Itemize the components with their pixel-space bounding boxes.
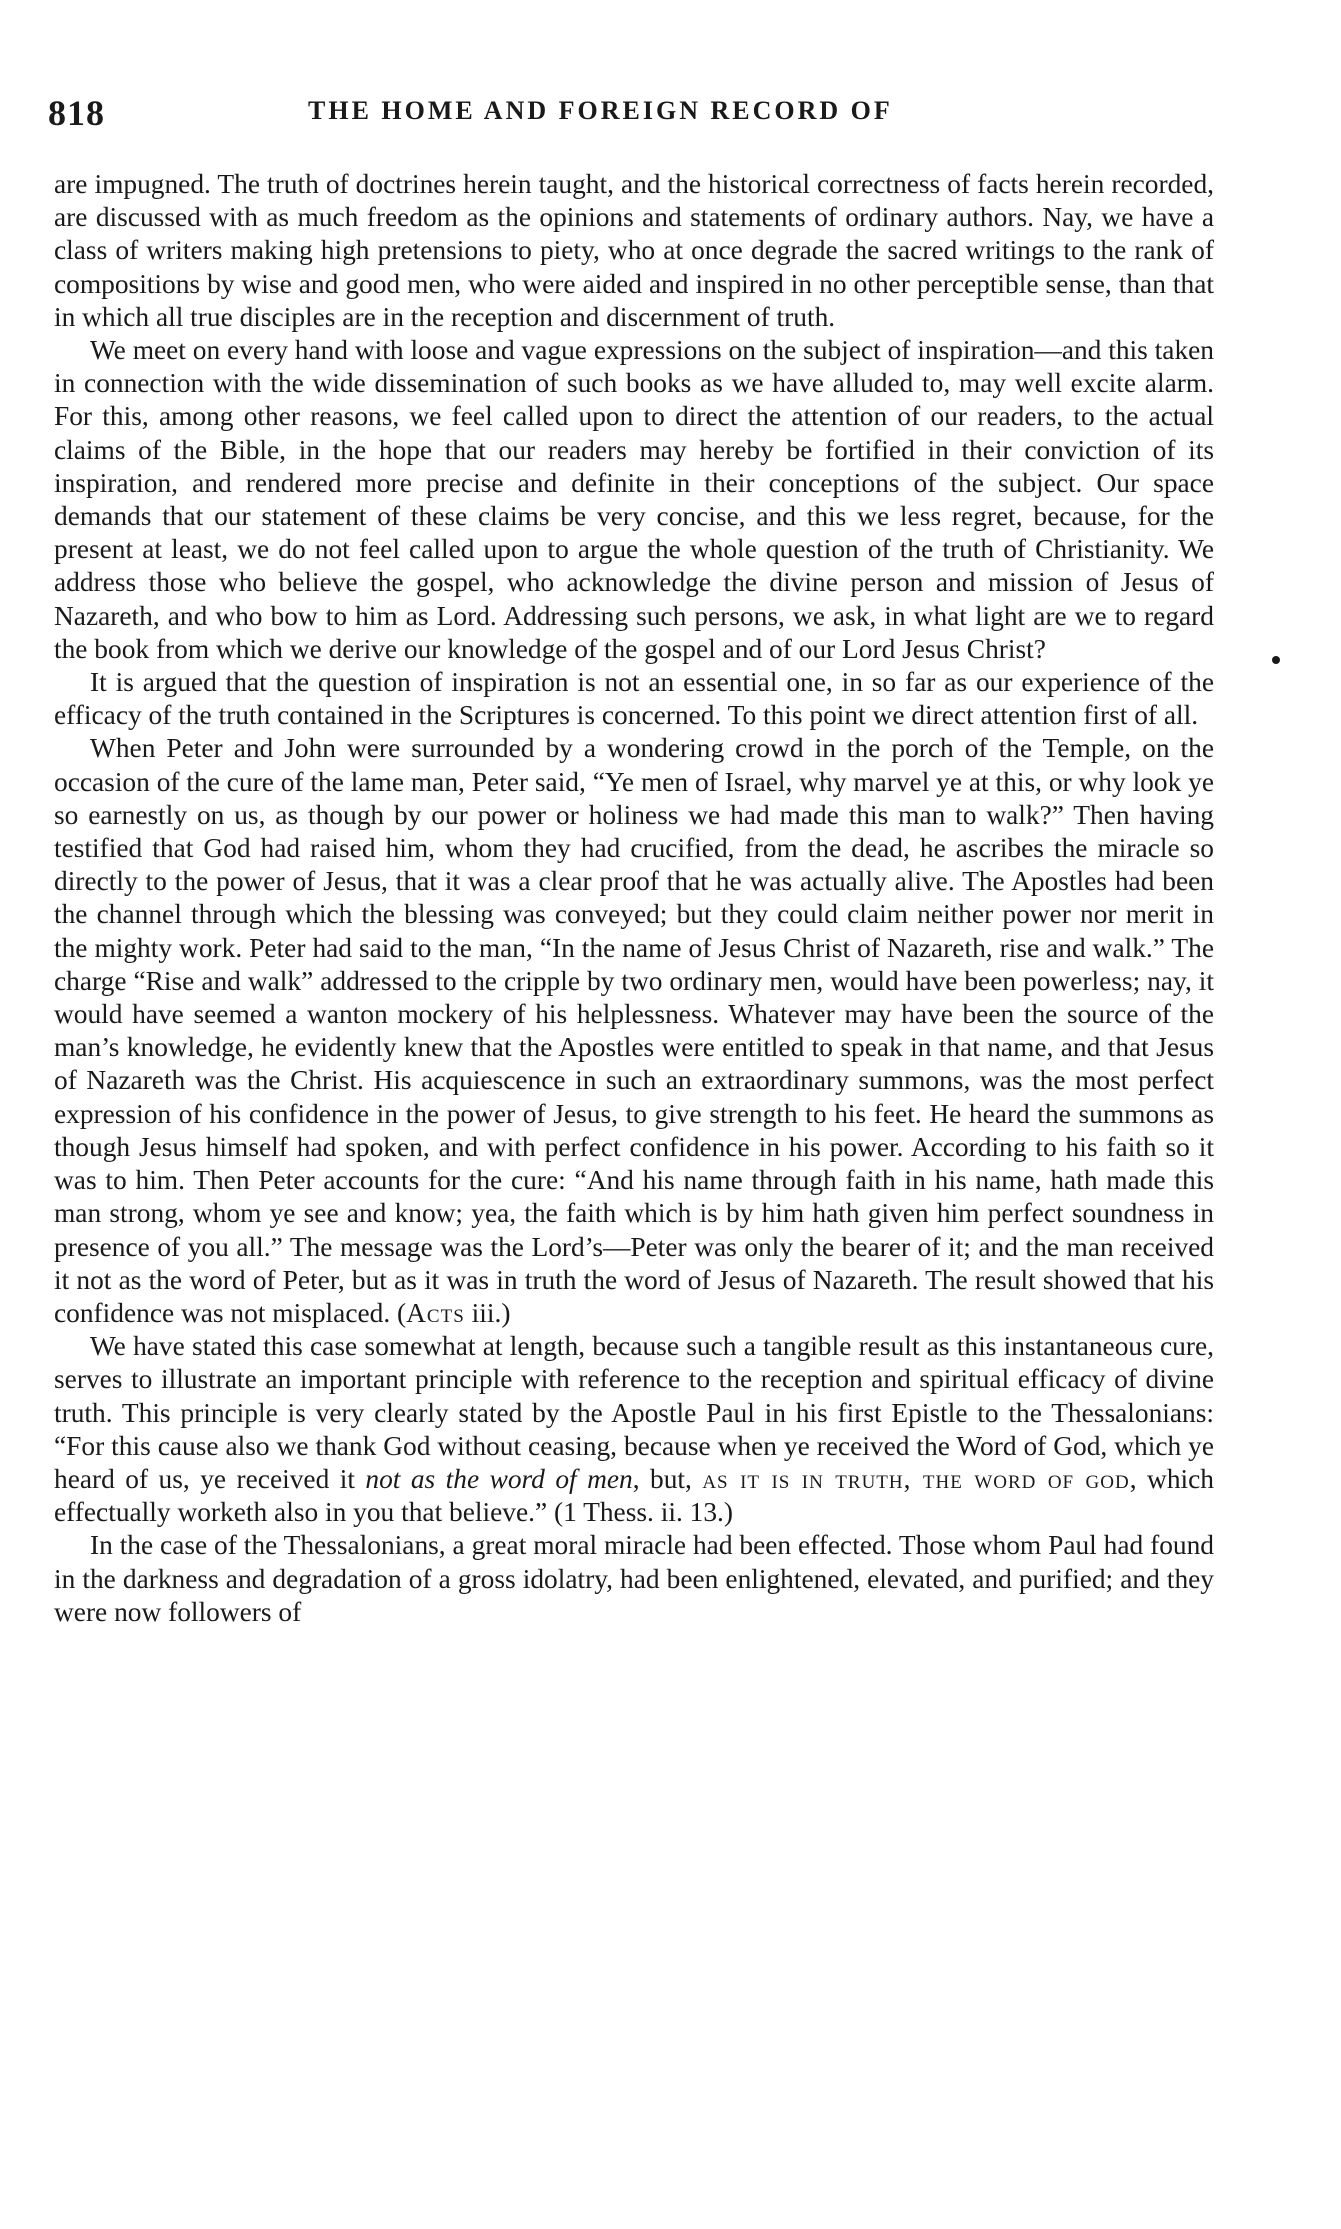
paragraph-text: , but, [632, 1463, 703, 1494]
paragraph-6 [54, 1529, 1214, 1629]
margin-dot [1272, 656, 1280, 664]
paragraph-text: are impugned. The truth of doctrines herein taught, and the historical correctness of facts herein recorded, are discussed with as much freedom as the opinions and statements of ordinary authors. Nay, we have a class of writers making high pretensions to piety, who at once degrade the sacred writings to the rank of compositions by wise and good men, who were aided and inspired in no other perceptible sense, than that in which all true disciples are in the reception and discernment of truth. [54, 169, 1214, 332]
scripture-citation: Acts [406, 1297, 465, 1328]
paragraph-text: iii.) [464, 1297, 511, 1328]
paragraph-2 [54, 334, 1214, 666]
italic-phrase: not as the word of men [365, 1463, 633, 1494]
article-body [54, 168, 1214, 1629]
paragraph-text: , which effectually worketh also in you that believe.” (1 Thess. ii. 13.) [54, 1463, 1214, 1528]
paragraph-3 [54, 666, 1214, 732]
small-caps-phrase: as it is in truth, the word of god [702, 1463, 1130, 1494]
paragraph-5 [54, 1330, 1214, 1529]
paragraph-text: It is argued that the question of inspiration is not an essential one, in so far as our experience of the efficacy of the truth contained in the Scriptures is concerned. To this point we direct attention first of all. [54, 667, 1214, 731]
page-number: 818 [48, 93, 105, 133]
paragraph-text: We meet on every hand with loose and vague expressions on the subject of inspiration—and this taken in connection with the wide dissemination of such books as we have alluded to, may well excite alarm. For this, among other reasons, we feel called upon to direct the attention of our readers, to the actual claims of the Bible, in the hope that our readers may hereby be fortified in their conviction of its inspiration, and rendered more precise and definite in their conceptions of the subject. Our space demands that our statement of these claims be very concise, and this we less regret, because, for the present at least, we do not feel called upon to argue the whole question of the truth of Christianity. We address those who believe the gospel, who acknowledge the divine person and mission of Jesus of Nazareth, and who bow to him as Lord. Addressing such persons, we ask, in what light are we to regard the book from which we derive our knowledge of the gospel and of our Lord Jesus Christ? [54, 335, 1214, 664]
paragraph-1 [54, 168, 1214, 334]
paragraph-text: In the case of the Thessalonians, a great moral miracle had been effected. Those whom Paul had found in the darkness and degradation of a gross idolatry, had been enlightened, elevated, and purified; and they were now followers of [54, 1530, 1214, 1627]
paragraph-4 [54, 732, 1214, 1330]
page-header [48, 92, 1198, 136]
paragraph-text: We have stated this case somewhat at length, because such a tangible result as this instantaneous cure, serves to illustrate an important principle with reference to the reception and spiritual efficacy of divine truth. This principle is very clearly stated by the Apostle Paul in his first Epistle to the Thessalonians: “For this cause also we thank God without ceasing, because when ye received the Word of God, which ye heard of us, ye received it [54, 1331, 1214, 1494]
paragraph-text: When Peter and John were surrounded by a wondering crowd in the porch of the Temple, on the occasion of the cure of the lame man, Peter said, “Ye men of Israel, why marvel ye at this, or why look ye so earnestly on us, as though by our power or holiness we had made this man to walk?” Then having testified that God had raised him, whom they had crucified, from the dead, he ascribes the miracle so directly to the power of Jesus, that it was a clear proof that he was actually alive. The Apostles had been the channel through which the blessing was conveyed; but they could claim neither power nor merit in the mighty work. Peter had said to the man, “In the name of Jesus Christ of Nazareth, rise and walk.” The charge “Rise and walk” addressed to the cripple by two ordinary men, would have been powerless; nay, it would have seemed a wanton mockery of his helplessness. Whatever may have been the source of the man’s knowledge, he evidently knew that the Apostles were entitled to speak in that name, and that Jesus of Nazareth was the Christ. His acquiescence in such an extraordinary summons, was the most perfect expression of his confidence in the power of Jesus, to give strength to his feet. He heard the summons as though Jesus himself had spoken, and with perfect confidence in his power. According to his faith so it was to him. Then Peter accounts for the cure: “And his name through faith in his name, hath made this man strong, whom ye see and know; yea, the faith which is by him hath given him perfect soundness in presence of you all.” The message was the Lord’s—Peter was only the bearer of it; and the man received it not as the word of Peter, but as it was in truth the word of Jesus of Nazareth. The result showed that his confidence was not misplaced. ( [54, 733, 1214, 1328]
running-title: THE HOME AND FOREIGN RECORD OF [308, 96, 893, 125]
